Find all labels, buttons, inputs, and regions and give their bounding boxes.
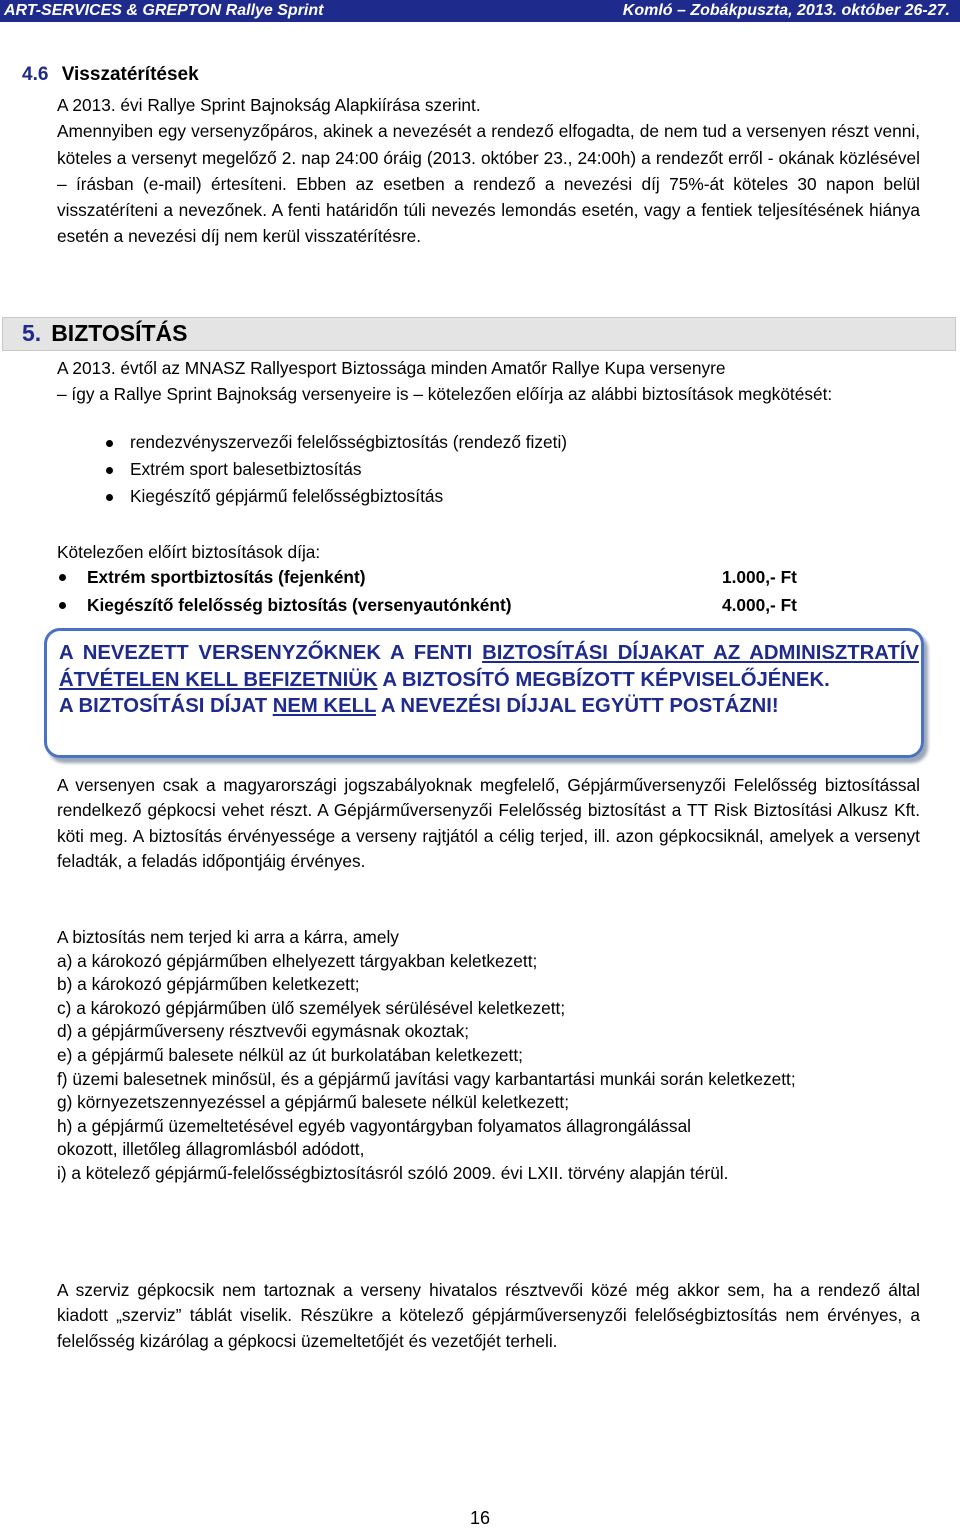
section-number: 5. (22, 320, 42, 346)
list-item: c) a károkozó gépjárműben ülő személyek sérülésével keletkezett; (57, 997, 566, 1018)
fee-name: Extrém sportbiztosítás (fejenként) (87, 567, 366, 587)
notice-paragraph-2: A BIZTOSÍTÁSI DÍJAT NEM KELL A NEVEZÉSI DÍJJAL EGYÜTT POSTÁZNI! (59, 695, 779, 717)
list-item: rendezvényszervezői felelősségbiztosítás (rendező fizeti) (100, 429, 920, 456)
page-number: 16 (469, 1508, 491, 1528)
list-item: e) a gépjármű balesete nélkül az út burkolatában keletkezett; (57, 1044, 523, 1065)
list-item: b) a károkozó gépjárműben keletkezett; (57, 974, 360, 995)
list-item: g) környezetszennyezéssel a gépjármű balesete nélkül keletkezett; (57, 1092, 569, 1113)
fee-amount: 4.000,- Ft (722, 595, 797, 615)
section-title: Visszatérítések (61, 64, 199, 85)
list-item: d) a gépjárműverseny résztvevői egymásnak okoztak; (57, 1021, 470, 1042)
list-item: h) a gépjármű üzemeltetésével egyéb vagyontárgyban folyamatos állagrongálással okozott, illetőleg állagromlásból adódott, (57, 1115, 692, 1160)
insurance-intro (57, 355, 920, 408)
list-item: i) a kötelező gépjármű-felelősségbiztosításról szóló 2009. évi LXII. törvény alapján térül. (57, 1162, 729, 1183)
header-event-name: ART-SERVICES & GREPTON Rallye Sprint (4, 2, 324, 19)
refund-paragraph: Amennyiben egy versenyzőpáros, akinek a nevezését a rendező elfogadta, de nem tud a versenyen részt venni, köteles a versenyt megelőző 2. nap 24:00 óráig (2013. október 23., 24:00h) a rendezőt erről - okának közlésével – írásban (e-mail) értesíteni. Ebben az esetben a rendező a nevezési díj 75%-át köteles 30 napon belül visszatéríteni a nevezőnek. A fenti határidőn túli nevezés lemondás esetén, vagy a fentiek teljesítésének hiánya esetén a nevezési díj nem kerül visszatérítésre. (57, 121, 920, 247)
bullet-icon (106, 494, 113, 501)
required-insurance-list (100, 429, 920, 510)
exclusions (57, 926, 920, 1186)
list-item: Kiegészítő gépjármű felelősségbiztosítás (100, 483, 920, 510)
bullet-icon (106, 467, 113, 474)
fees-list (57, 563, 837, 619)
participation-paragraph: A versenyen csak a magyarországi jogszabályoknak megfelelő, Gépjárműversenyzői Felelősség biztosítással rendelkező gépkocsi vehet részt. A Gépjárműversenyzői Felelősség biztosítást a TT Risk Biztosítási Alkusz Kft. köti meg. A biztosítás érvényessége a verseny rajtjától a célig terjed, ill. azon gépkocsiknál, amelyek a versenyt feladták, a feladás időpontjáig érvényes. (57, 775, 920, 871)
section-title: BIZTOSÍTÁS (51, 320, 188, 346)
insurance-intro-line2: – így a Rallye Sprint Bajnokság versenyeire is – kötelezően előírja az alábbi biztosítások megkötését: (57, 384, 833, 405)
notice-text (59, 640, 919, 720)
fee-amount: 1.000,- Ft (722, 567, 797, 587)
section-5-heading (22, 320, 188, 347)
fees-title: Kötelezően előírt biztosítások díja: (57, 542, 321, 562)
notice-paragraph-1: A NEVEZETT VERSENYZŐKNEK A FENTI BIZTOSÍTÁSI DÍJAKAT AZ ADMINISZTRATÍV ÁTVÉTELEN KELL BEFIZETNIÜK A BIZTOSÍTÓ MEGBÍZOTT KÉPVISELŐJÉNEK. (59, 642, 919, 691)
bullet-icon (59, 602, 66, 609)
bullet-icon (59, 574, 66, 581)
fee-row (57, 563, 837, 591)
exclusions-intro: A biztosítás nem terjed ki arra a kárra, amely (57, 927, 399, 947)
refund-intro: A 2013. évi Rallye Sprint Bajnokság Alapkiírása szerint. (57, 95, 481, 115)
header-location-date: Komló – Zobákpuszta, 2013. október 26-27. (622, 2, 950, 19)
insurance-intro-line1: A 2013. évtől az MNASZ Rallyesport Biztossága minden Amatőr Rallye Kupa versenyre (57, 358, 726, 378)
list-item: Extrém sport balesetbiztosítás (100, 456, 920, 483)
page-header (0, 0, 960, 22)
service-car-paragraph: A szerviz gépkocsik nem tartoznak a verseny hivatalos résztvevői közé még akkor sem, ha a rendező által kiadott „szerviz” táblát viselik. Részükre a kötelező gépjárműversenyzői felelőségbiztosítás nem érvényes, a felelősség kizárólag a gépkocsi üzemeltetőjét és vezetőjét terheli. (57, 1280, 920, 1351)
section-4-6-heading (22, 64, 199, 86)
section-4-6-body (57, 92, 920, 250)
list-item: a) a károkozó gépjárműben elhelyezett tárgyakban keletkezett; (57, 950, 538, 971)
bullet-icon (106, 440, 113, 447)
fee-name: Kiegészítő felelősség biztosítás (versenyautónként) (87, 595, 512, 615)
section-number: 4.6 (22, 64, 49, 85)
fee-row (57, 591, 837, 619)
list-item: f) üzemi balesetnek minősül, és a gépjármű javítási vagy karbantartási munkái során keletkezett; (57, 1068, 796, 1089)
